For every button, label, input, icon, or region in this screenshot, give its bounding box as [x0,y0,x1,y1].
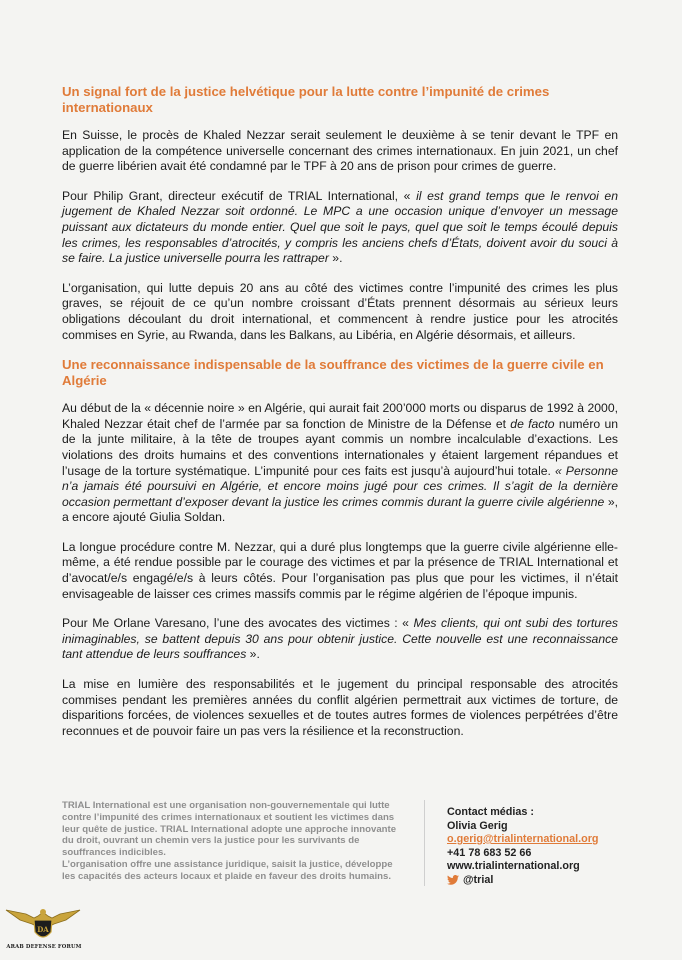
paragraph-text: L’organisation, qui lutte depuis 20 ans au côté des victimes contre l’impunité des crimes les plus graves, se réjouit de ce qu’un nombre croissant d’États prennent désormais au sérieux leurs obligations découlant du droit international, et commencent à rendre justice pour les atrocités commises en Syrie, au Rwanda, dans les Balkans, au Libéria, en Algérie désormais, et ailleurs. [62,280,618,342]
paragraph-text: numéro un de la junte militaire, à la tête de troupes ayant commis un nombre incalculable d’exactions. Les violations des droits humains et des conventions internationales y étaient largement répandues et l’usage de la torture systématique. L’impunité pour ces faits est jusqu’à aujourd’hui totale. [62,416,618,478]
section-heading-2: Une reconnaissance indispensable de la souffrance des victimes de la guerre civile en Algérie [62,357,604,389]
paragraph-text: Pour Philip Grant, directeur exécutif de TRIAL International, « [62,188,417,203]
quote-text: Mes clients, qui ont subi des tortures inimaginables, se battent depuis 30 ans pour obtenir justice. Cette nouvelle est une reconnaissance tant attendue de leurs souffrances [62,616,618,662]
paragraph-3 [62,281,618,343]
paragraph-5 [62,540,618,602]
contact-website-link[interactable]: www.trialinternational.org [447,860,580,872]
logo-caption: ARAB DEFENSE FORUM [6,944,82,950]
paragraph-text: », a encore ajouté Giulia Soldan. [62,494,618,525]
footer-divider [424,800,425,886]
section-heading-1: Un signal fort de la justice helvétique pour la lutte contre l’impunité de crimes internationaux [62,84,550,115]
paragraph-text: La longue procédure contre M. Nezzar, qui a duré plus longtemps que la guerre civile algérienne elle-même, a été rendue possible par le courage des victimes et par la présence de TRIAL International et d’avocat/e/s engagé/e/s à leurs côtés. Pour l’organisation pas plus que pour les victimes, il n’était envisageable de laisser ces crimes massifs commis par le régime algérien de l’époque impunis. [62,539,618,601]
organization-description [62,800,402,883]
paragraph-text: Pour Me Orlane Varesano, l’une des avocates des victimes : « [62,616,414,631]
twitter-handle: @trial [463,873,494,886]
paragraph-7 [62,677,618,739]
paragraph-2 [62,189,618,267]
paragraph-1 [62,128,618,175]
about-text-1: TRIAL International est une organisation non-gouvernementale qui lutte contre l’impunité des crimes internationaux et soutient les victimes dans leur quête de justice. TRIAL International adopte une approche innovante du droit, ouvrant un chemin vers la justice pour les survivants de souffrances indicibles. [62,800,397,859]
paragraph-text: La mise en lumière des responsabilités et le jugement du principal responsable des atrocités commises pendant les premières années du conflit algérien permettrait aux victimes de torture, de disparitions forcées, de violences sexuelles et de toutes autres formes de violences perpétrées d’être reconnues et de pouvoir faire un pas vers la résilience et la reconstruction. [62,677,618,738]
quote-text: de facto [510,416,555,431]
svg-text:DA: DA [37,925,49,934]
contact-title: Contact médias : [447,806,534,818]
document-body [62,84,618,753]
paragraph-4 [62,401,618,526]
quote-text: il est grand temps que le renvoi en jugement de Khaled Nezzar soit ordonné. Le MPC a une occasion unique d’envoyer un message puissant aux dictateurs du monde entier. Quel que soit le pays, quel que soit le temps écoulé depuis les crimes, les responsables d’atrocités, y compris les anciens chefs d’États, doivent avoir du souci à se faire. La justice universelle pourra les rattraper [62,188,618,266]
paragraph-6 [62,616,618,663]
media-contact [447,806,647,887]
contact-twitter[interactable] [447,874,647,888]
twitter-bird-icon [447,875,459,885]
quote-text: « Personne n’a jamais été poursuivi en Algérie, et encore moins jugé pour ces crimes. Il s’agit de la dernière occasion permettant d’exposer devant la justice les crimes commis durant la guerre civile algérienne [62,463,618,509]
paragraph-text: ». [328,251,343,266]
contact-phone: +41 78 683 52 66 [447,846,532,859]
paragraph-text: Au début de la « décennie noire » en Algérie, qui aurait fait 200’000 morts ou disparus de 1992 à 2000, Khaled Nezzar était chef de l’armée par sa fonction de Ministre de la Défense et [62,401,618,431]
contact-email-link[interactable]: o.gerig@trialinternational.org [447,833,599,845]
contact-name: Olivia Gerig [447,819,508,832]
paragraph-text: ». [246,647,260,662]
paragraph-text: En Suisse, le procès de Khaled Nezzar serait seulement le deuxième à se tenir devant le TPF en application de la compétence universelle concernant des crimes internationaux. En juin 2021, un chef de guerre libérien avait été condamné par le TPF à 20 ans de prison pour crimes de guerre. [62,128,618,174]
about-text-2: L’organisation offre une assistance juridique, saisit la justice, développe les capacités des acteurs locaux et plaide en faveur des droits humains. [62,858,393,882]
